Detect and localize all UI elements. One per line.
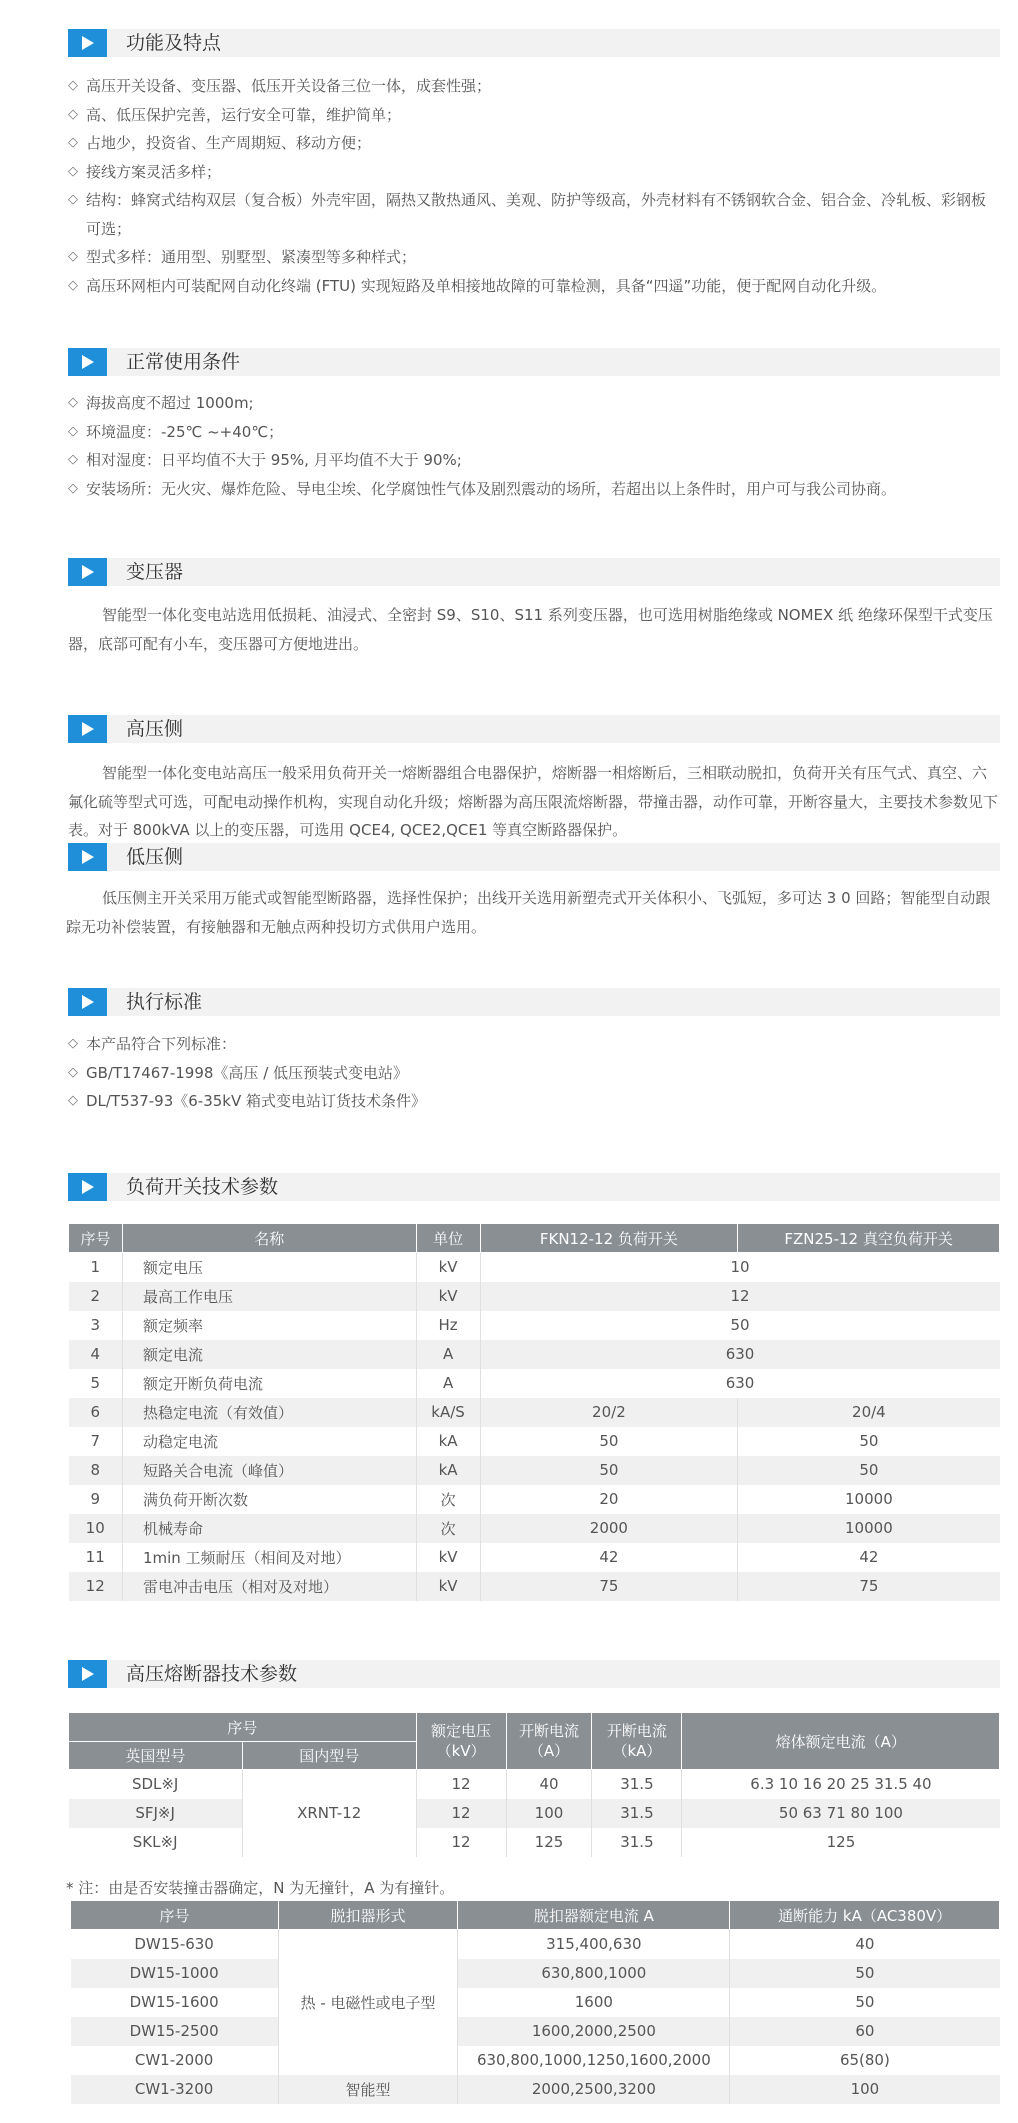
table-cell: 20 bbox=[480, 1485, 738, 1514]
list-item: ◇ 结构：蜂窝式结构双层（复合板）外壳牢固，隔热又散热通风、美观、防护等级高，外壳材料有不锈钢软合金、铝合金、冷轧板、彩钢板可选； bbox=[68, 186, 998, 243]
table-cell: kV bbox=[416, 1282, 480, 1311]
table-cell: 42 bbox=[480, 1543, 738, 1572]
column-header: 脱扣器形式 bbox=[278, 1901, 458, 1930]
table-cell: 42 bbox=[738, 1543, 1000, 1572]
section-header-fuse bbox=[68, 1660, 1000, 1688]
table-row bbox=[69, 1543, 1000, 1572]
table-cell: 额定频率 bbox=[122, 1311, 416, 1340]
table-cell: 最高工作电压 bbox=[122, 1282, 416, 1311]
section-header-standards bbox=[68, 988, 1000, 1016]
table-cell: XRNT-12 bbox=[242, 1770, 416, 1857]
table-cell: SDL※J bbox=[131, 1775, 179, 1794]
table-cell: 4 bbox=[69, 1340, 123, 1369]
section-header-transformer bbox=[68, 558, 1000, 586]
table-cell: 1 bbox=[90, 1258, 100, 1277]
table-cell: 11 bbox=[85, 1548, 105, 1566]
table-cell: 短路关合电流（峰值） bbox=[122, 1456, 416, 1485]
table-header-row bbox=[69, 1224, 1000, 1253]
section-title: 高压侧 bbox=[126, 718, 184, 740]
column-header: 序号 bbox=[69, 1224, 123, 1253]
table-row bbox=[69, 1770, 1000, 1799]
play-icon bbox=[68, 988, 107, 1016]
column-header: 序号 bbox=[69, 1713, 417, 1742]
table-cell: 12 bbox=[69, 1572, 123, 1601]
table-cell: 8 bbox=[69, 1456, 123, 1485]
table-cell: 50 bbox=[730, 1959, 1000, 1988]
table-row bbox=[69, 1799, 1000, 1828]
table-cell: 动稳定电流 bbox=[122, 1427, 416, 1456]
table-cell: 额定开断负荷电流 bbox=[122, 1369, 416, 1398]
section-title: 变压器 bbox=[126, 561, 184, 583]
table-row bbox=[69, 1456, 1000, 1485]
table-cell: 6.3 10 16 20 25 31.5 40 bbox=[682, 1770, 1000, 1799]
play-icon bbox=[68, 29, 107, 57]
list-item: ◇ 安装场所：无火灾、爆炸危险、导电尘埃、化学腐蚀性气体及剧烈震动的场所，若超出以上条件时，用户可与我公司协商。 bbox=[68, 475, 998, 504]
table-cell: 额定电流 bbox=[122, 1340, 416, 1369]
table-cell: DW15-630 bbox=[134, 1935, 214, 1954]
table-cell: DW15-1600 bbox=[129, 1993, 219, 2011]
column-header: 英国型号 bbox=[69, 1742, 243, 1770]
high-voltage-text: 智能型一体化变电站高压一般采用负荷开关一熔断器组合电器保护，熔断器一相熔断后，三相联动脱扣，负荷开关有压气式、真空、六氟化硫等型式可选，可配电动操作机构，实现自动化升级；熔断器为高压限流熔断器，带撞击器，动作可靠，开断容量大，主要技术参数见下表。对于 800kVA 以上的变压器，可选用 QCE4, QCE2,QCE1 等真空断路器保护。 bbox=[68, 764, 999, 839]
section-header-low-voltage bbox=[68, 843, 1000, 871]
play-icon bbox=[68, 715, 107, 743]
column-header: 单位 bbox=[416, 1224, 480, 1253]
table-cell: 20/2 bbox=[480, 1398, 738, 1427]
table-cell: 50 bbox=[738, 1427, 1000, 1456]
table-cell: 7 bbox=[90, 1432, 100, 1450]
table-cell: 125 bbox=[682, 1828, 1000, 1857]
table-row bbox=[69, 1282, 1000, 1311]
table-cell: 2 bbox=[69, 1282, 123, 1311]
list-item: ◇ 高压环网柜内可装配网自动化终端 (FTU) 实现短路及单相接地故障的可靠检测，具备“四遥”功能，便于配网自动化升级。 bbox=[68, 272, 998, 301]
play-icon bbox=[68, 1660, 107, 1688]
table-cell: CW1-2000 bbox=[134, 2051, 214, 2069]
table-cell: 31.5 bbox=[592, 1799, 682, 1828]
table-row bbox=[71, 1959, 1000, 1988]
section-title: 低压侧 bbox=[126, 846, 184, 868]
column-header: 额定电压（kV） bbox=[416, 1713, 506, 1770]
table-cell: 100 bbox=[506, 1799, 592, 1828]
table-cell: 智能型 bbox=[278, 2075, 458, 2104]
section-header-conditions bbox=[68, 348, 1000, 376]
table-cell: 630,800,1000,1250,1600,2000 bbox=[458, 2046, 730, 2075]
column-header: FKN12-12 负荷开关 bbox=[480, 1224, 738, 1253]
table-row bbox=[69, 1369, 1000, 1398]
section-header-features bbox=[68, 29, 1000, 57]
table-cell: 机械寿命 bbox=[122, 1514, 416, 1543]
table-cell: 次 bbox=[416, 1514, 480, 1543]
table-cell: 1600,2000,2500 bbox=[458, 2017, 730, 2046]
section-title: 负荷开关技术参数 bbox=[126, 1176, 279, 1198]
list-item: ◇ DL/T537-93《6-35kV 箱式变电站订货技术条件》 bbox=[68, 1087, 998, 1116]
column-header: 名称 bbox=[122, 1224, 416, 1253]
table-cell: 1600 bbox=[458, 1988, 730, 2017]
table-cell: 315,400,630 bbox=[458, 1930, 730, 1959]
table-row bbox=[69, 1311, 1000, 1340]
list-item: ◇ 相对湿度：日平均值不大于 95%, 月平均值不大于 90%; bbox=[68, 446, 998, 475]
table-row bbox=[71, 2075, 1000, 2104]
table-cell: 10 bbox=[480, 1253, 999, 1282]
table-cell: 12 bbox=[416, 1770, 506, 1799]
breaker-table bbox=[70, 1900, 1000, 2104]
table-cell: kV bbox=[416, 1543, 480, 1572]
table-cell: kV bbox=[416, 1253, 480, 1282]
table-cell: 50 bbox=[738, 1456, 1000, 1485]
table-cell: 10000 bbox=[738, 1485, 1000, 1514]
footnote: * 注：由是否安装撞击器确定，N 为无撞针，A 为有撞针。 bbox=[66, 1879, 455, 1897]
table-cell: 2000,2500,3200 bbox=[458, 2075, 730, 2104]
table-cell: 10 bbox=[69, 1514, 123, 1543]
table-cell: 12 bbox=[480, 1282, 999, 1311]
table-row bbox=[69, 1485, 1000, 1514]
table-cell: 雷电冲击电压（相对及对地） bbox=[122, 1572, 416, 1601]
table-cell: 3 bbox=[90, 1316, 100, 1334]
table-row bbox=[71, 1988, 1000, 2017]
table-cell: 额定电压 bbox=[122, 1253, 416, 1282]
table-cell: 50 bbox=[730, 1988, 1000, 2017]
table-row bbox=[69, 1253, 1000, 1282]
table-cell: 6 bbox=[69, 1398, 123, 1427]
table-cell: Hz bbox=[416, 1311, 480, 1340]
play-icon bbox=[68, 1173, 107, 1201]
standards-list bbox=[68, 1030, 998, 1116]
play-icon bbox=[68, 558, 107, 586]
list-item: ◇ 型式多样：通用型、别墅型、紧凑型等多种样式； bbox=[68, 243, 998, 272]
column-header: 序号 bbox=[71, 1901, 279, 1930]
table-cell: 1min 工频耐压（相间及对地） bbox=[122, 1543, 416, 1572]
section-title: 执行标准 bbox=[126, 991, 203, 1013]
table-row bbox=[69, 1828, 1000, 1857]
column-header: FZN25-12 真空负荷开关 bbox=[738, 1224, 1000, 1253]
table-cell: 630 bbox=[480, 1369, 999, 1398]
table-row bbox=[69, 1572, 1000, 1601]
table-cell: 100 bbox=[730, 2075, 1000, 2104]
column-header: 开断电流（A） bbox=[506, 1713, 592, 1770]
table-cell: 630,800,1000 bbox=[458, 1959, 730, 1988]
table-header-row bbox=[71, 1901, 1000, 1930]
table-cell: kA bbox=[416, 1427, 480, 1456]
list-item: ◇ GB/T17467-1998《高压 / 低压预装式变电站》 bbox=[68, 1059, 998, 1088]
table-cell: 20/4 bbox=[738, 1398, 1000, 1427]
table-row bbox=[69, 1340, 1000, 1369]
play-icon bbox=[68, 843, 107, 871]
list-item: ◇ 接线方案灵活多样； bbox=[68, 158, 998, 187]
table-cell: 31.5 bbox=[592, 1828, 682, 1857]
table-cell: 50 63 71 80 100 bbox=[682, 1799, 1000, 1828]
table-cell: 40 bbox=[506, 1770, 592, 1799]
table-cell: 12 bbox=[416, 1799, 506, 1828]
table-cell: 630 bbox=[480, 1340, 999, 1369]
table-cell: SFJ※J bbox=[69, 1799, 243, 1828]
table-cell: 10000 bbox=[738, 1514, 1000, 1543]
list-item: ◇ 高压开关设备、变压器、低压开关设备三位一体，成套性强； bbox=[68, 72, 998, 101]
table-cell: 50 bbox=[480, 1456, 738, 1485]
table-cell: 满负荷开断次数 bbox=[122, 1485, 416, 1514]
table-cell: 次 bbox=[416, 1485, 480, 1514]
column-header: 国内型号 bbox=[242, 1742, 416, 1770]
list-item: ◇ 海拔高度不超过 1000m; bbox=[68, 389, 998, 418]
table-row bbox=[71, 2017, 1000, 2046]
table-cell: SKL※J bbox=[132, 1833, 178, 1851]
play-icon bbox=[68, 348, 107, 376]
column-header: 通断能力 kA（AC380V） bbox=[730, 1901, 1000, 1930]
table-cell: 40 bbox=[730, 1930, 1000, 1959]
table-cell: kV bbox=[416, 1572, 480, 1601]
conditions-list bbox=[68, 389, 998, 503]
section-title: 功能及特点 bbox=[126, 32, 222, 54]
column-header: 开断电流（kA） bbox=[592, 1713, 682, 1770]
table-row bbox=[69, 1398, 1000, 1427]
column-header: 脱扣器额定电流 A bbox=[458, 1901, 730, 1930]
table-row bbox=[71, 1930, 1000, 1959]
table-cell: 125 bbox=[506, 1828, 592, 1857]
table-cell: DW15-2500 bbox=[71, 2017, 279, 2046]
table-cell: DW15-1000 bbox=[71, 1959, 279, 1988]
table-cell: 75 bbox=[738, 1572, 1000, 1601]
table-cell: kA bbox=[416, 1456, 480, 1485]
table-cell: CW1-3200 bbox=[71, 2075, 279, 2104]
section-title: 正常使用条件 bbox=[126, 351, 241, 373]
list-item: ◇ 占地少，投资省、生产周期短、移动方便； bbox=[68, 129, 998, 158]
features-list bbox=[68, 72, 998, 300]
table-cell: A bbox=[416, 1340, 480, 1369]
section-header-load-switch bbox=[68, 1173, 1000, 1201]
table-row bbox=[69, 1514, 1000, 1543]
transformer-text: 智能型一体化变电站选用低损耗、油浸式、全密封 S9、S10、S11 系列变压器，也可选用树脂绝缘或 NOMEX 纸 绝缘环保型干式变压器，底部可配有小车，变压器可方便地进出。 bbox=[68, 606, 993, 653]
list-item: ◇ 高、低压保护完善，运行安全可靠，维护简单； bbox=[68, 101, 998, 130]
table-row bbox=[69, 1427, 1000, 1456]
table-cell: 31.5 bbox=[592, 1770, 682, 1799]
table-cell: 2000 bbox=[480, 1514, 738, 1543]
load-switch-table bbox=[68, 1223, 1000, 1601]
table-cell: 5 bbox=[90, 1374, 100, 1392]
table-cell: kA/S bbox=[416, 1398, 480, 1427]
low-voltage-text: 低压侧主开关采用万能式或智能型断路器，选择性保护；出线开关选用新塑壳式开关体积小、飞弧短，多可达 3 0 回路；智能型自动跟踪无功补偿装置，有接触器和无触点两种投切方式供用户选用。 bbox=[66, 889, 991, 936]
table-cell: 65(80) bbox=[730, 2046, 1000, 2075]
table-cell: 75 bbox=[480, 1572, 738, 1601]
table-cell: 60 bbox=[730, 2017, 1000, 2046]
column-header: 熔体额定电流（A） bbox=[682, 1713, 1000, 1770]
table-cell: 热 - 电磁性或电子型 bbox=[278, 1930, 458, 2075]
table-cell: 50 bbox=[480, 1311, 999, 1340]
section-header-high-voltage bbox=[68, 715, 1000, 743]
table-cell: A bbox=[416, 1369, 480, 1398]
list-item: ◇ 本产品符合下列标准： bbox=[68, 1030, 998, 1059]
fuse-table bbox=[68, 1712, 1000, 1857]
table-row bbox=[71, 2046, 1000, 2075]
table-cell: 12 bbox=[416, 1828, 506, 1857]
table-cell: 50 bbox=[480, 1427, 738, 1456]
table-cell: 9 bbox=[90, 1490, 100, 1508]
table-cell: 热稳定电流（有效值） bbox=[122, 1398, 416, 1427]
section-title: 高压熔断器技术参数 bbox=[126, 1663, 298, 1685]
list-item: ◇ 环境温度：-25℃ ~+40℃； bbox=[68, 418, 998, 447]
table-header-row bbox=[69, 1713, 1000, 1742]
